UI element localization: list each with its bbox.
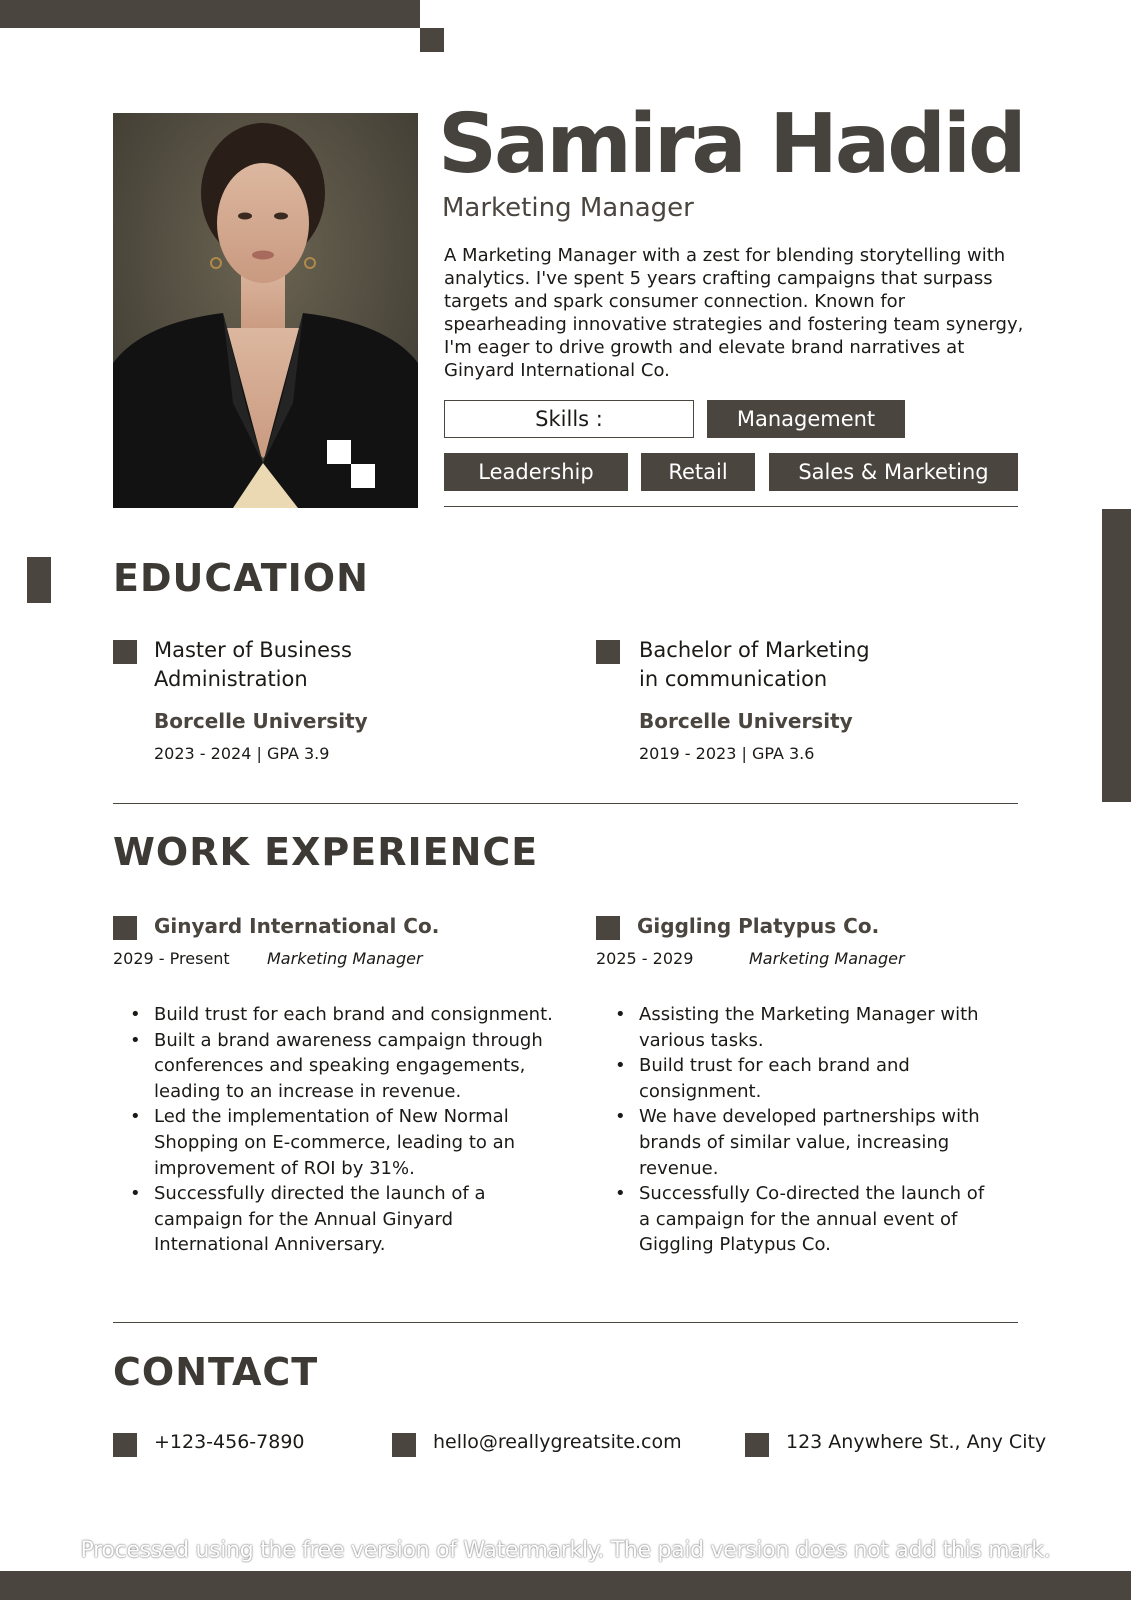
skills-label: Skills : bbox=[444, 400, 694, 438]
degree-line: Bachelor of Marketing bbox=[639, 638, 870, 662]
work-divider bbox=[113, 1322, 1018, 1323]
list-item: • We have developed partnerships with brands of similar value, increasing revenue. bbox=[639, 1104, 999, 1181]
contact-phone: +123-456-7890 bbox=[154, 1431, 305, 1453]
education-meta: 2019 - 2023 | GPA 3.6 bbox=[639, 744, 815, 763]
watermark-text: Processed using the free version of Watermarkly. The paid version does not add this mark. bbox=[80, 1538, 1051, 1563]
skill-chip-management: Management bbox=[707, 400, 905, 438]
job-company: Ginyard International Co. bbox=[154, 914, 440, 938]
list-item: • Build trust for each brand and consignment. bbox=[154, 1002, 554, 1028]
education-bullet-square bbox=[113, 640, 137, 664]
header-divider bbox=[444, 506, 1018, 507]
job-bullets bbox=[154, 1002, 554, 1258]
list-item: • Successfully directed the launch of a campaign for the Annual Ginyard International Anniversary. bbox=[154, 1181, 554, 1258]
email-icon bbox=[392, 1433, 416, 1457]
bottom-decor-bar bbox=[0, 1571, 1131, 1600]
work-bullet-square bbox=[596, 916, 620, 940]
education-divider bbox=[113, 803, 1018, 804]
education-degree bbox=[639, 636, 870, 694]
job-dates: 2025 - 2029 bbox=[596, 949, 694, 968]
education-school: Borcelle University bbox=[639, 709, 853, 733]
education-heading: EDUCATION bbox=[113, 556, 369, 600]
address-icon bbox=[745, 1433, 769, 1457]
education-meta: 2023 - 2024 | GPA 3.9 bbox=[154, 744, 330, 763]
candidate-name: Samira Hadid bbox=[438, 97, 1024, 192]
work-bullet-square bbox=[113, 916, 137, 940]
profile-photo bbox=[113, 113, 418, 508]
phone-icon bbox=[113, 1433, 137, 1457]
job-company: Giggling Platypus Co. bbox=[637, 914, 880, 938]
list-item: • Build trust for each brand and consignment. bbox=[639, 1053, 999, 1104]
skill-chip-retail: Retail bbox=[641, 453, 755, 491]
contact-email: hello@reallygreatsite.com bbox=[433, 1431, 682, 1453]
skill-chip-leadership: Leadership bbox=[444, 453, 628, 491]
job-role: Marketing Manager bbox=[267, 949, 423, 968]
work-experience-heading: WORK EXPERIENCE bbox=[113, 830, 539, 874]
education-degree bbox=[154, 636, 352, 694]
job-bullets bbox=[639, 1002, 999, 1258]
degree-line: in communication bbox=[639, 667, 828, 691]
list-item: • Led the implementation of New Normal Shopping on E-commerce, leading to an improvement of ROI by 31%. bbox=[154, 1104, 554, 1181]
degree-line: Administration bbox=[154, 667, 308, 691]
job-dates: 2029 - Present bbox=[113, 949, 230, 968]
profile-summary: A Marketing Manager with a zest for blending storytelling with analytics. I've spent 5 years crafting campaigns that surpass targets and spark consumer connection. Known for spearheading innovative strategies and fostering team synergy, I'm eager to drive growth and elevate brand narratives at Ginyard International Co. bbox=[444, 245, 1024, 381]
job-title: Marketing Manager bbox=[442, 193, 694, 223]
education-school: Borcelle University bbox=[154, 709, 368, 733]
list-item: • Built a brand awareness campaign through conferences and speaking engagements, leading to an increase in revenue. bbox=[154, 1028, 554, 1105]
skill-chip-sales-marketing: Sales & Marketing bbox=[769, 453, 1018, 491]
top-decor-square bbox=[420, 28, 444, 52]
job-role: Marketing Manager bbox=[749, 949, 905, 968]
left-decor-bar bbox=[27, 557, 51, 603]
contact-heading: CONTACT bbox=[113, 1350, 319, 1394]
education-bullet-square bbox=[596, 640, 620, 664]
right-decor-bar bbox=[1102, 509, 1131, 802]
list-item: • Assisting the Marketing Manager with various tasks. bbox=[639, 1002, 999, 1053]
contact-address: 123 Anywhere St., Any City bbox=[786, 1431, 1047, 1453]
top-decor-bar bbox=[0, 0, 420, 28]
degree-line: Master of Business bbox=[154, 638, 352, 662]
list-item: • Successfully Co-directed the launch of a campaign for the annual event of Giggling Platypus Co. bbox=[639, 1181, 999, 1258]
